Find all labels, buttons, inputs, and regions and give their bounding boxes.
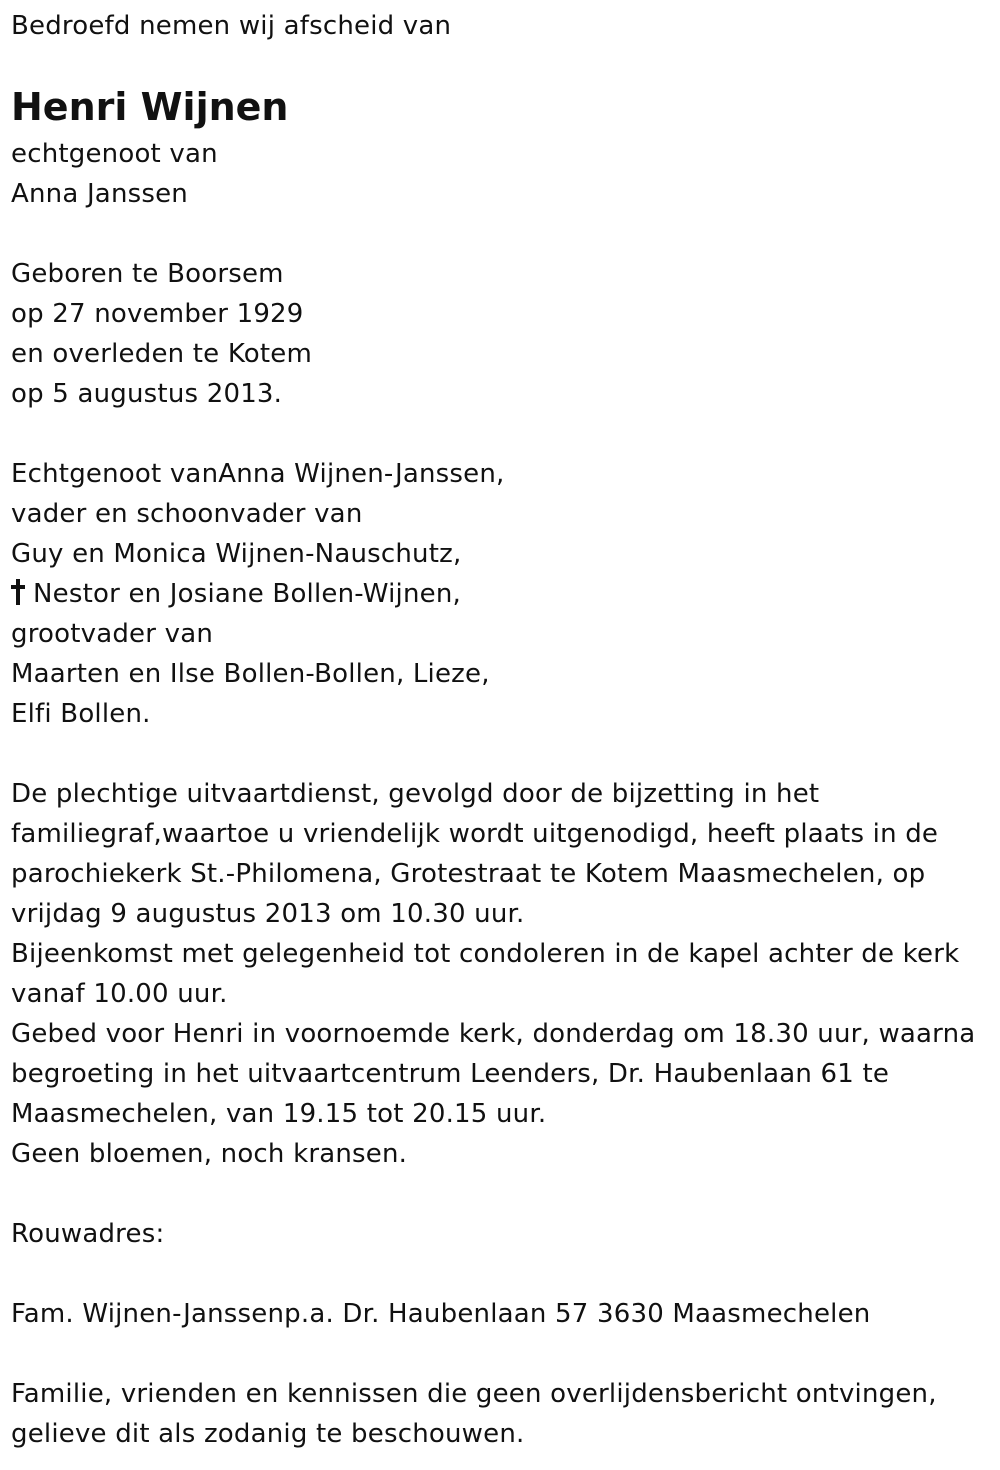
family-line-text: Nestor en Josiane Bollen-Wijnen, <box>33 579 461 609</box>
spouse-block <box>11 134 218 214</box>
closing-line: gelieve dit als zodanig te beschouwen. <box>11 1419 525 1449</box>
ceremony-line: vanaf 10.00 uur. <box>11 979 228 1009</box>
birth-death-line: Geboren te Boorsem <box>11 259 284 289</box>
ceremony-line: familiegraf,waartoe u vriendelijk wordt uitgenodigd, heeft plaats in de <box>11 819 939 849</box>
intro-text: Bedroefd nemen wij afscheid van <box>11 11 452 41</box>
ceremony-line: Maasmechelen, van 19.15 tot 20.15 uur. <box>11 1099 547 1129</box>
family-line: Guy en Monica Wijnen-Nauschutz, <box>11 539 462 569</box>
closing-block <box>11 1374 937 1454</box>
family-line: Echtgenoot vanAnna Wijnen-Janssen, <box>11 459 505 489</box>
family-block <box>11 454 504 734</box>
ceremony-line: begroeting in het uitvaartcentrum Leenders, Dr. Haubenlaan 61 te <box>11 1059 890 1089</box>
family-line: Maarten en Ilse Bollen-Bollen, Lieze, <box>11 659 490 689</box>
address-block <box>11 1294 870 1334</box>
ceremony-line: Bijeenkomst met gelegenheid tot condoleren in de kapel achter de kerk <box>11 939 960 969</box>
family-line: vader en schoonvader van <box>11 499 363 529</box>
closing-line: Familie, vrienden en kennissen die geen overlijdensbericht ontvingen, <box>11 1379 937 1409</box>
address-label-block <box>11 1214 164 1254</box>
deceased-name: Henri Wijnen <box>11 85 289 129</box>
ceremony-line: vrijdag 9 augustus 2013 om 10.30 uur. <box>11 899 525 929</box>
family-line-deceased <box>11 574 504 614</box>
birth-death-block <box>11 254 312 414</box>
ceremony-block <box>11 774 975 1174</box>
mourning-address: Fam. Wijnen-Janssenp.a. Dr. Haubenlaan 57 3630 Maasmechelen <box>11 1299 871 1329</box>
birth-death-line: en overleden te Kotem <box>11 339 313 369</box>
spouse-line: Anna Janssen <box>11 179 188 209</box>
birth-death-line: op 5 augustus 2013. <box>11 379 283 409</box>
latin-cross-icon <box>11 579 25 605</box>
ceremony-line: De plechtige uitvaartdienst, gevolgd door de bijzetting in het <box>11 779 820 809</box>
ceremony-line: Geen bloemen, noch kransen. <box>11 1139 408 1169</box>
ceremony-line: parochiekerk St.-Philomena, Grotestraat te Kotem Maasmechelen, op <box>11 859 926 889</box>
address-label: Rouwadres: <box>11 1219 165 1249</box>
family-line: grootvader van <box>11 619 214 649</box>
family-line: Elfi Bollen. <box>11 699 151 729</box>
ceremony-line: Gebed voor Henri in voornoemde kerk, donderdag om 18.30 uur, waarna <box>11 1019 976 1049</box>
birth-death-line: op 27 november 1929 <box>11 299 304 329</box>
spouse-line: echtgenoot van <box>11 139 218 169</box>
